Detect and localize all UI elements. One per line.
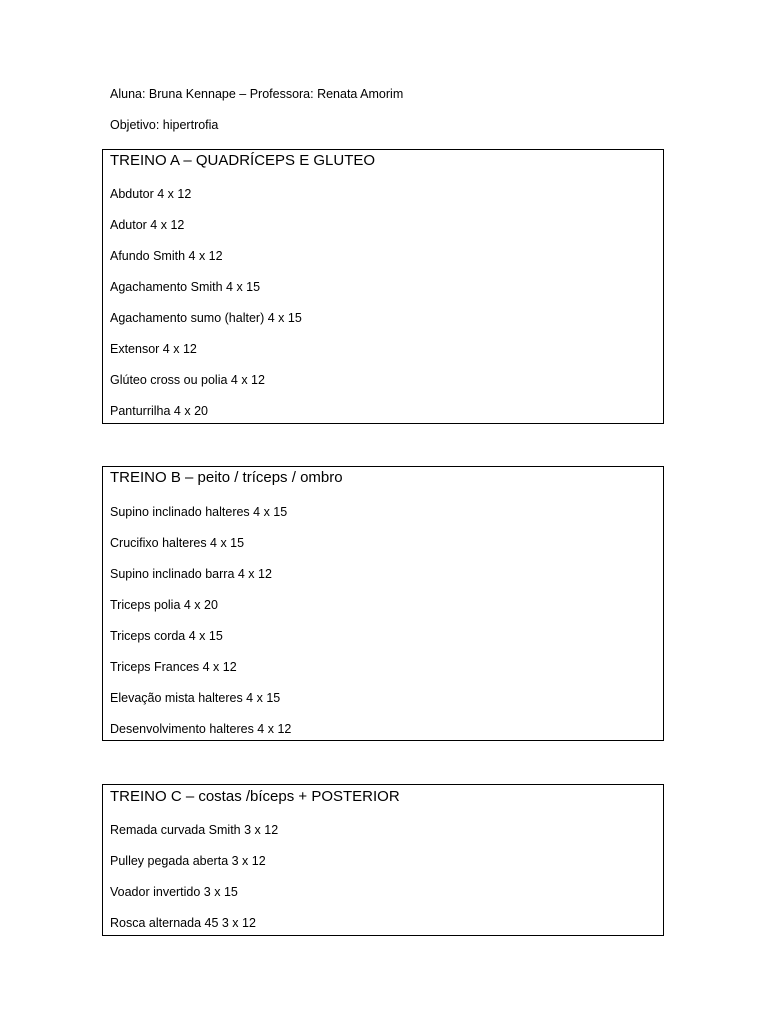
exercise-item: Afundo Smith 4 x 12 [110, 249, 223, 263]
exercise-item: Triceps corda 4 x 15 [110, 629, 223, 643]
exercise-item: Remada curvada Smith 3 x 12 [110, 823, 279, 837]
exercise-item: Glúteo cross ou polia 4 x 12 [110, 373, 265, 387]
exercise-item: Rosca alternada 45 3 x 12 [110, 916, 256, 930]
exercise-item: Pulley pegada aberta 3 x 12 [110, 854, 266, 868]
student-teacher-line: Aluna: Bruna Kennape – Professora: Renata Amorim [110, 87, 404, 101]
exercise-item: Adutor 4 x 12 [110, 218, 185, 232]
exercise-item: Agachamento sumo (halter) 4 x 15 [110, 311, 302, 325]
workout-box-c [102, 784, 664, 936]
workout-title-b: TREINO B – peito / tríceps / ombro [110, 469, 343, 486]
objective-line: Objetivo: hipertrofia [110, 118, 219, 132]
exercise-item: Agachamento Smith 4 x 15 [110, 280, 261, 294]
exercise-item: Extensor 4 x 12 [110, 342, 197, 356]
workout-box-a [102, 149, 664, 424]
exercise-item: Supino inclinado barra 4 x 12 [110, 567, 272, 581]
workout-box-b [102, 466, 664, 741]
exercise-item: Elevação mista halteres 4 x 15 [110, 691, 281, 705]
workout-title-a: TREINO A – QUADRÍCEPS E GLUTEO [110, 152, 376, 169]
workout-title-c: TREINO C – costas /bíceps + POSTERIOR [110, 788, 400, 805]
exercise-item: Crucifixo halteres 4 x 15 [110, 536, 245, 550]
exercise-item: Desenvolvimento halteres 4 x 12 [110, 722, 292, 736]
exercise-item: Triceps Frances 4 x 12 [110, 660, 237, 674]
exercise-item: Abdutor 4 x 12 [110, 187, 192, 201]
exercise-item: Triceps polia 4 x 20 [110, 598, 218, 612]
exercise-item: Supino inclinado halteres 4 x 15 [110, 505, 288, 519]
exercise-item: Voador invertido 3 x 15 [110, 885, 238, 899]
exercise-item: Panturrilha 4 x 20 [110, 404, 208, 418]
